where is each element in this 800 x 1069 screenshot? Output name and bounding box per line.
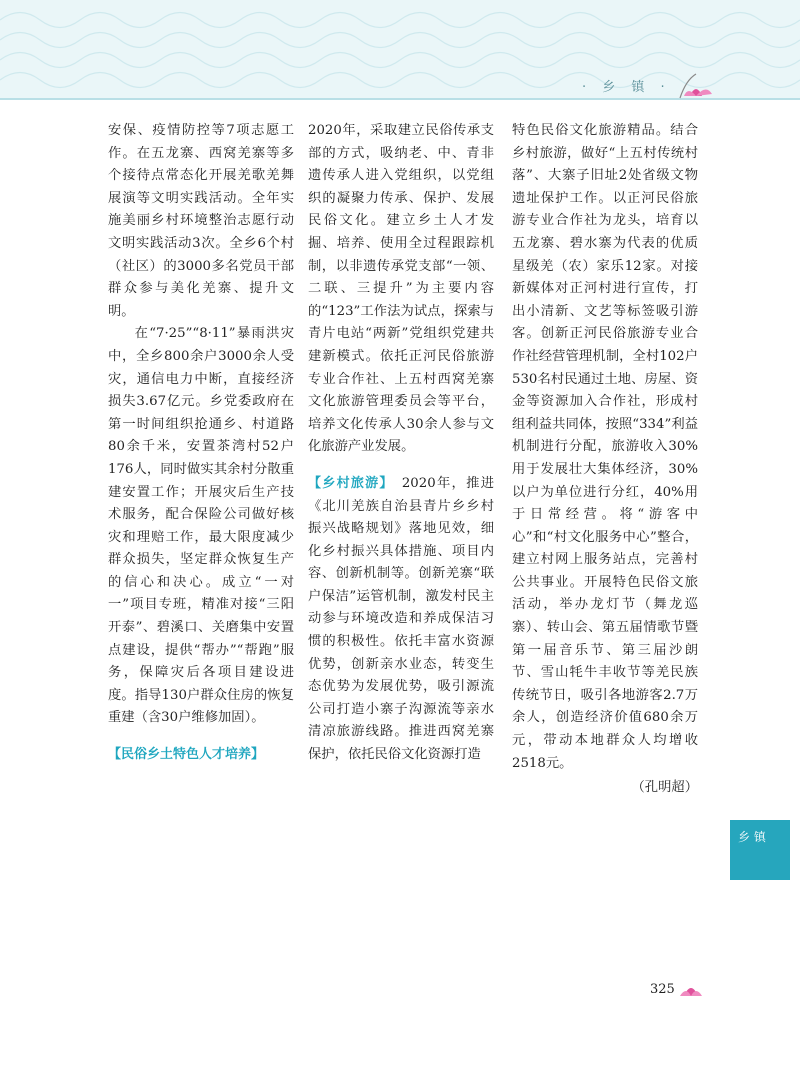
text-column-3 [512,120,698,800]
paragraph-with-heading [308,473,494,767]
chapter-side-tab: 乡 镇 [730,820,790,880]
paragraph: 在“7·25”“8·11”暴雨洪灾中，全乡800余户3000余人受灾，通信电力中断，直接经济损失3.67亿元。乡党委政府在第一时间组织抢通乡、村道路80余千米，安置茶湾村52户176人，同时做实其余村分散重建安置工作；开展灾后生产技术服务，配合保险公司做好核灾和理赔工作，最大限度减少群众损失，坚定群众恢复生产的信心和决心。成立“一对一”项目专班，精准对接“三阳开泰”、碧溪口、关磨集中安置点建设，提供“帮办”“帮跑”服务，保障灾后各项目建设进度。指导130户群众住房的恢复重建（含30户维修加固）。 [108,326,294,726]
text-column-1 [108,120,294,767]
author-credit: （孔明超） [631,780,698,796]
paragraph: 2020年，采取建立民俗传承支部的方式，吸纳老、中、青非遗传承人进入党组织，以党组织的凝聚力传承、保护、发展民俗文化。建立乡土人才发掘、培养、使用全过程跟踪机制，以非遗传承党支部“一领、二联、三提升”为主要内容的“123”工作法为试点，探索与青片电站“两新”党组织党建共建新模式。依托正河民俗旅游专业合作社、上五村西窝羌寨文化旅游管理委员会等平台，培养文化传承人30余人参与文化旅游产业发展。 [308,123,494,455]
section-heading: 【乡村旅游】 [308,475,388,491]
header-section-label: · 乡 镇 · [582,80,671,95]
lotus-logo-icon [676,70,716,100]
paragraph-text: 2020年，推进《北川羌族自治县青片乡乡村振兴战略规划》落地见效，细化乡村振兴具体措施、项目内容、创新机制等。创新羌寨“联户保洁”运管机制，激发村民主动参与环境改造和养成保洁习惯的积极性。依托丰富水资源优势，创新亲水业态，转变生态优势为发展优势，吸引源流公司打造小寨子沟源流等亲水清凉旅游线路。推进西窝羌寨保护，依托民俗文化资源打造 [308,475,495,763]
page-number: 325 [650,982,675,997]
paragraph: 特色民俗文化旅游精品。结合乡村旅游，做好“上五村传统村落”、大寨子旧址2处省级文物遗址保护工作。以正河民俗旅游专业合作社为龙头，培育以五龙寨、碧水寨为代表的优质星级羌（农）家乐12家。对接新媒体对正河村进行宣传，打出小清新、文艺等标签吸引游客。创新正河民俗旅游专业合作社经营管理机制，全村102户530名村民通过土地、房屋、资金等资源加入合作社，形成村组利益共同体，按照“334”利益机制进行分配，旅游收入30%用于发展壮大集体经济，30%以户为单位进行分红，40%用于日常经营。将“游客中心”和“村文化服务中心”整合，建立村网上服务站点，完善村公共事业。开展特色民俗文旅活动，举办龙灯节（舞龙巡寨）、转山会、第五届情歌节暨第一届音乐节、第三届沙朗节、雪山牦牛丰收节等羌民族传统节日，吸引各地游客2.7万余人，创造经济价值680余万元，带动本地群众人均增收2518元。 [512,123,698,771]
section-heading: 【民俗乡土特色人才培养】 [108,747,265,763]
lotus-footer-icon [678,974,704,1000]
paragraph: 安保、疫情防控等7项志愿工作。在五龙寨、西窝羌寨等多个接待点常态化开展羌歌羌舞展演等文明实践活动。全年实施美丽乡村环境整治志愿行动文明实践活动3次。全乡6个村（社区）的3000多名党员干部群众参与美化羌寨、提升文明。 [108,123,294,319]
text-column-2 [308,120,494,767]
